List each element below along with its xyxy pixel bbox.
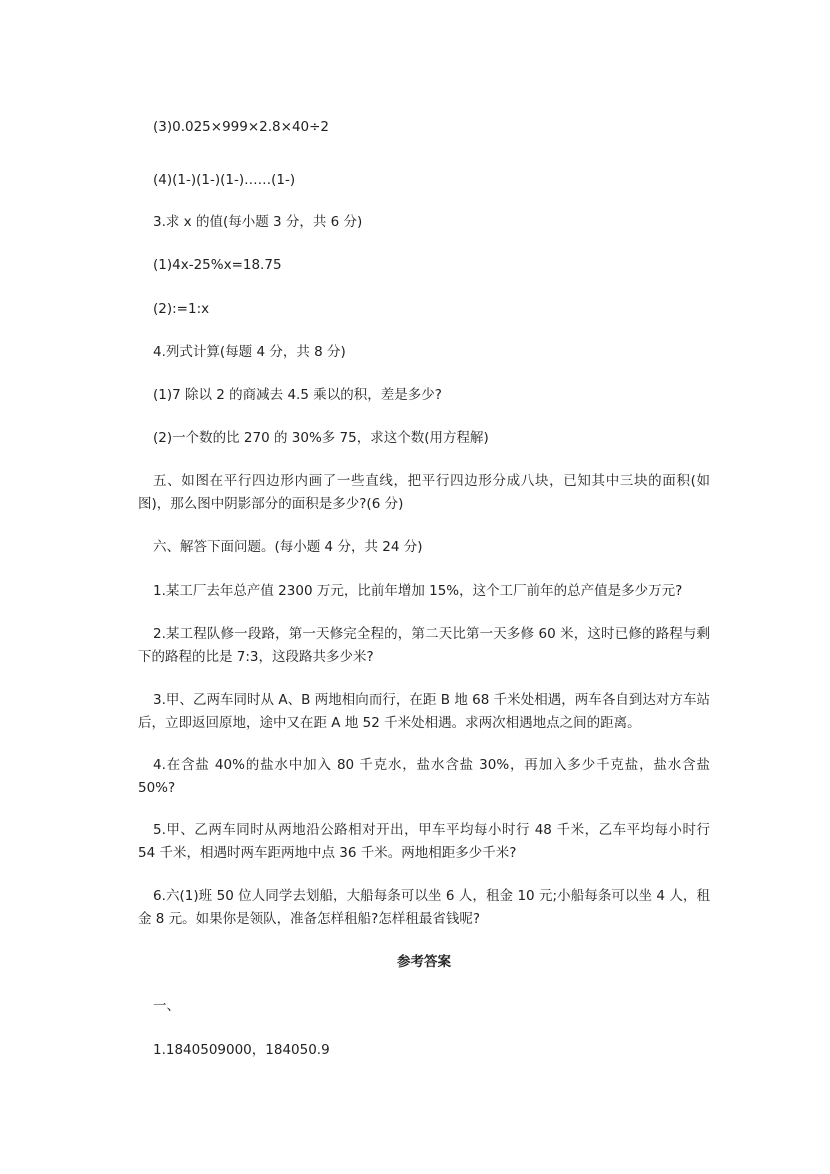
problem-line: (4)(1-)(1-)(1-)……(1-) [153,172,296,188]
problem-line: 3.甲、乙两车同时从 A、B 两地相向而行，在距 B 地 68 千米处相遇，两车各自到达对方车站后，立即返回原地，途中又在距 A 地 52 千米处相遇。求两次相遇地点之间的距离。 [138,692,710,731]
section-heading: 3.求 x 的值(每小题 3 分，共 6 分) [153,214,363,230]
problem-line: 4.在含盐 40%的盐水中加入 80 千克水，盐水含盐 30%，再加入多少千克盐，盐水含盐 50%? [138,757,711,796]
answer-line: 一、 [153,998,180,1014]
section-heading: 4.列式计算(每题 4 分，共 8 分) [153,344,346,360]
problem-line: (3)0.025×999×2.8×40÷2 [153,119,330,135]
problem-line: 2.某工程队修一段路，第一天修完全程的，第二天比第一天多修 60 米，这时已修的路程与剩下的路程的比是 7:3，这段路共多少米? [138,626,710,665]
answer-line: 1.1840509000，184050.9 [153,1042,330,1058]
problem-line: (2)一个数的比 270 的 30%多 75，求这个数(用方程解) [153,430,489,446]
problem-line: (1)7 除以 2 的商减去 4.5 乘以的积，差是多少? [153,387,442,403]
answer-title: 参考答案 [397,954,451,970]
problem-line: (1)4x-25%x=18.75 [153,257,282,273]
problem-line: 5.甲、乙两车同时从两地沿公路相对开出，甲车平均每小时行 48 千米，乙车平均每小时行 54 千米，相遇时两车距两地中点 36 千米。两地相距多少千米? [138,822,710,861]
problem-line: (2):=1:x [153,301,210,317]
section-five: 五、如图在平行四边形内画了一些直线，把平行四边形分成八块，已知其中三块的面积(如图)，那么图中阴影部分的面积是多少?(6 分) [138,473,710,512]
section-six-heading: 六、解答下面问题。(每小题 4 分，共 24 分) [153,539,423,555]
problem-line: 1.某工厂去年总产值 2300 万元，比前年增加 15%，这个工厂前年的总产值是多少万元? [153,583,683,599]
problem-line: 6.六(1)班 50 位人同学去划船，大船每条可以坐 6 人，租金 10 元;小船每条可以坐 4 人，租金 8 元。如果你是领队，准备怎样租船?怎样租最省钱呢? [138,888,710,927]
